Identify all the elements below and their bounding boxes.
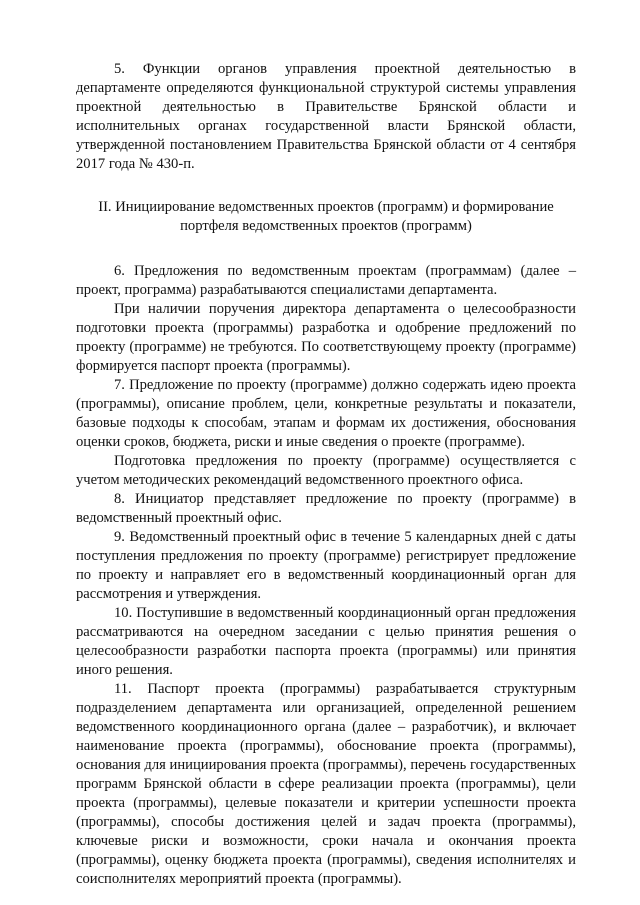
paragraph-11: 11. Паспорт проекта (программы) разрабатывается структурным подразделением департамента или организацией, определенной решением ведомственного координационного органа (далее – разработчик), и включает наименование проекта (программы), обоснование проекта (программы), основания для инициирования проекта (программы), перечень государственных программ Брянской области в сфере реализации проекта (программы), цели проекта (программы), целевые показатели и критерии успешности проекта (программы), способы достижения целей и задач проекта (программы), ключевые риски и возможности, сроки начала и окончания проекта (программы), оценку бюджета проекта (программы), сведения исполнителях и соисполнителях мероприятий проекта (программы). [76,681,576,887]
paragraph-7: 7. Предложение по проекту (программе) должно содержать идею проекта (программы), описание проблем, цели, конкретные результаты и показатели, базовые подходы к способам, этапам и формам их достижения, обоснования оценки сроков, бюджета, риски и иные сведения о проекте (программе). [76,377,576,450]
section-heading: II. Инициирование ведомственных проектов (программ) и формирование портфеля ведомственных проектов (программ) [98,199,554,234]
paragraph-10: 10. Поступившие в ведомственный координационный орган предложения рассматриваются на очередном заседании с целью принятия решения о целесообразности разработки паспорта проекта (программы) или принятия иного решения. [76,605,576,678]
paragraph-6: 6. Предложения по ведомственным проектам (программам) (далее – проект, программа) разрабатываются специалистами департамента. [76,263,576,298]
paragraph-9: 9. Ведомственный проектный офис в течение 5 календарных дней с даты поступления предложения по проекту (программе) регистрирует предложение по проекту и направляет его в ведомственный координационный орган для рассмотрения и утверждения. [76,529,576,602]
document-body [76,60,576,889]
paragraph-6-continued: При наличии поручения директора департамента о целесообразности подготовки проекта (программы) разработка и одобрение предложений по проекту (программе) не требуются. По соответствующему проекту (программе) формируется паспорт проекта (программы). [76,301,576,374]
paragraph-7-continued: Подготовка предложения по проекту (программе) осуществляется с учетом методических рекомендаций ведомственного проектного офиса. [76,453,576,488]
paragraph-8: 8. Инициатор представляет предложение по проекту (программе) в ведомственный проектный офис. [76,491,576,526]
paragraph-5: 5. Функции органов управления проектной деятельностью в департаменте определяются функциональной структурой системы управления проектной деятельностью в Правительстве Брянской области и исполнительных органах государственной власти Брянской области, утвержденной постановлением Правительства Брянской области от 4 сентября 2017 года № 430-п. [76,61,576,172]
